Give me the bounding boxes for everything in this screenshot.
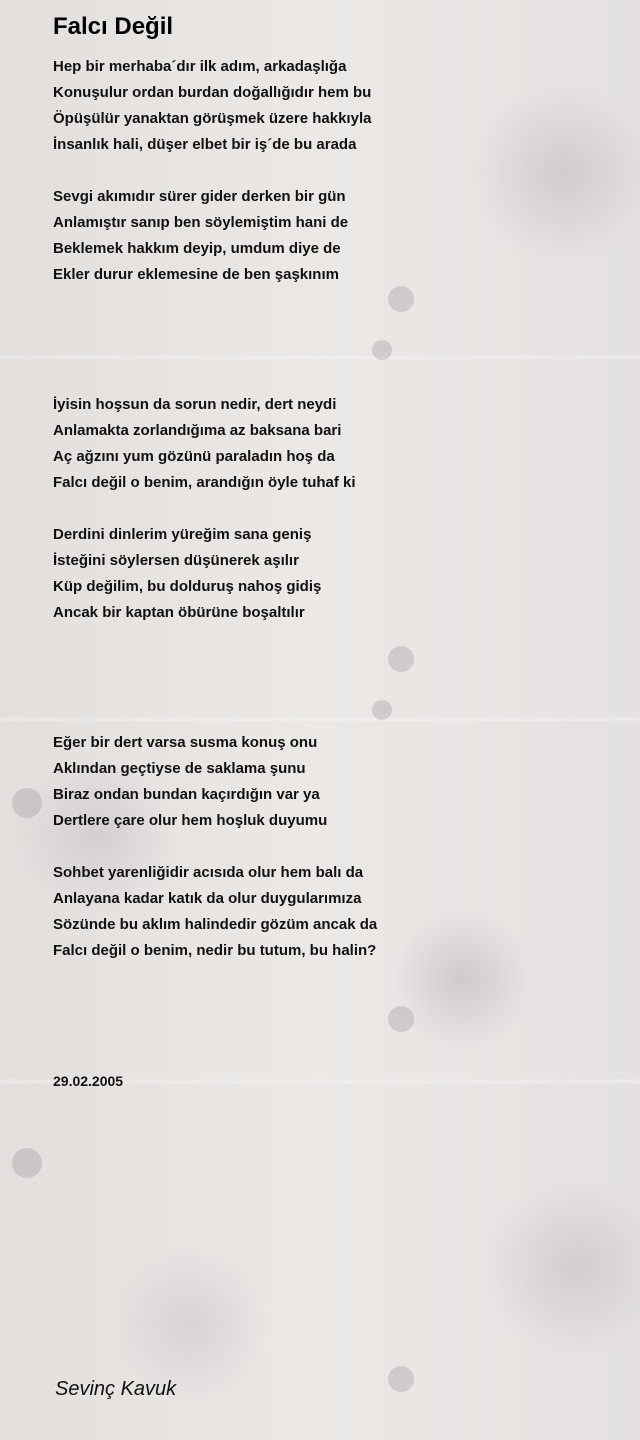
ink-blot [12,788,42,818]
stanza-6 [53,860,613,964]
poem-line: Anlamıştır sanıp ben söylemiştim hani de [53,214,349,231]
poem-line: Sohbet yarenliğidir acısıda olur hem balı da [53,864,364,881]
poem-line: Anlamakta zorlandığıma az baksana bari [53,422,342,439]
stanza-3 [53,392,613,496]
poem-page [53,12,613,1094]
poem-line: Küp değilim, bu dolduruş nahoş gidiş [53,578,322,595]
poem-line: Derdini dinlerim yüreğim sana geniş [53,526,312,543]
poem-line: Ancak bir kaptan öbürüne boşaltılır [53,604,305,621]
poem-body [53,54,613,1094]
poem-date: 29.02.2005 [53,1073,124,1089]
poem-line: Falcı değil o benim, nedir bu tutum, bu halin? [53,942,377,959]
stanza-gap [53,158,613,184]
ink-blot [12,1148,42,1178]
stanza-gap [53,496,613,522]
ink-blot [388,1366,414,1392]
poem-line: Konuşulur ordan burdan doğallığıdır hem bu [53,84,372,101]
stanza-4 [53,522,613,626]
poem-line: Anlayana kadar katık da olur duygularımıza [53,890,362,907]
poem-line: Aklından geçtiyse de saklama şunu [53,760,306,777]
poem-line: Hep bir merhaba´dır ilk adım, arkadaşlığa [53,58,347,75]
stanza-gap [53,834,613,860]
poem-line: İnsanlık hali, düşer elbet bir iş´de bu arada [53,136,357,153]
poem-line: Sevgi akımıdır sürer gider derken bir gün [53,188,346,205]
poem-line: Dertlere çare olur hem hoşluk duyumu [53,812,328,829]
poem-title: Falcı Değil [53,13,174,40]
poem-line: Eğer bir dert varsa susma konuş onu [53,734,318,751]
stanza-1 [53,54,613,158]
poem-line: İsteğini söylersen düşünerek aşılır [53,552,299,569]
poem-line: Biraz ondan bundan kaçırdığın var ya [53,786,320,803]
section-gap [53,288,613,392]
section-gap [53,626,613,730]
poem-line: Falcı değil o benim, arandığın öyle tuhaf ki [53,474,356,491]
poem-line: Beklemek hakkım deyip, umdum diye de [53,240,341,257]
poem-line: Ekler durur eklemesine de ben şaşkınım [53,266,339,283]
stanza-2 [53,184,613,288]
poem-line: İyisin hoşsun da sorun nedir, dert neydi [53,396,337,413]
poem-author: Sevinç Kavuk [55,1378,177,1400]
section-gap [53,964,613,1068]
poem-line: Öpüşülür yanaktan görüşmek üzere hakkıyla [53,110,372,127]
poem-line: Aç ağzını yum gözünü paraladın hoş da [53,448,335,465]
poem-line: Sözünde bu aklım halindedir gözüm ancak da [53,916,378,933]
stanza-5 [53,730,613,834]
